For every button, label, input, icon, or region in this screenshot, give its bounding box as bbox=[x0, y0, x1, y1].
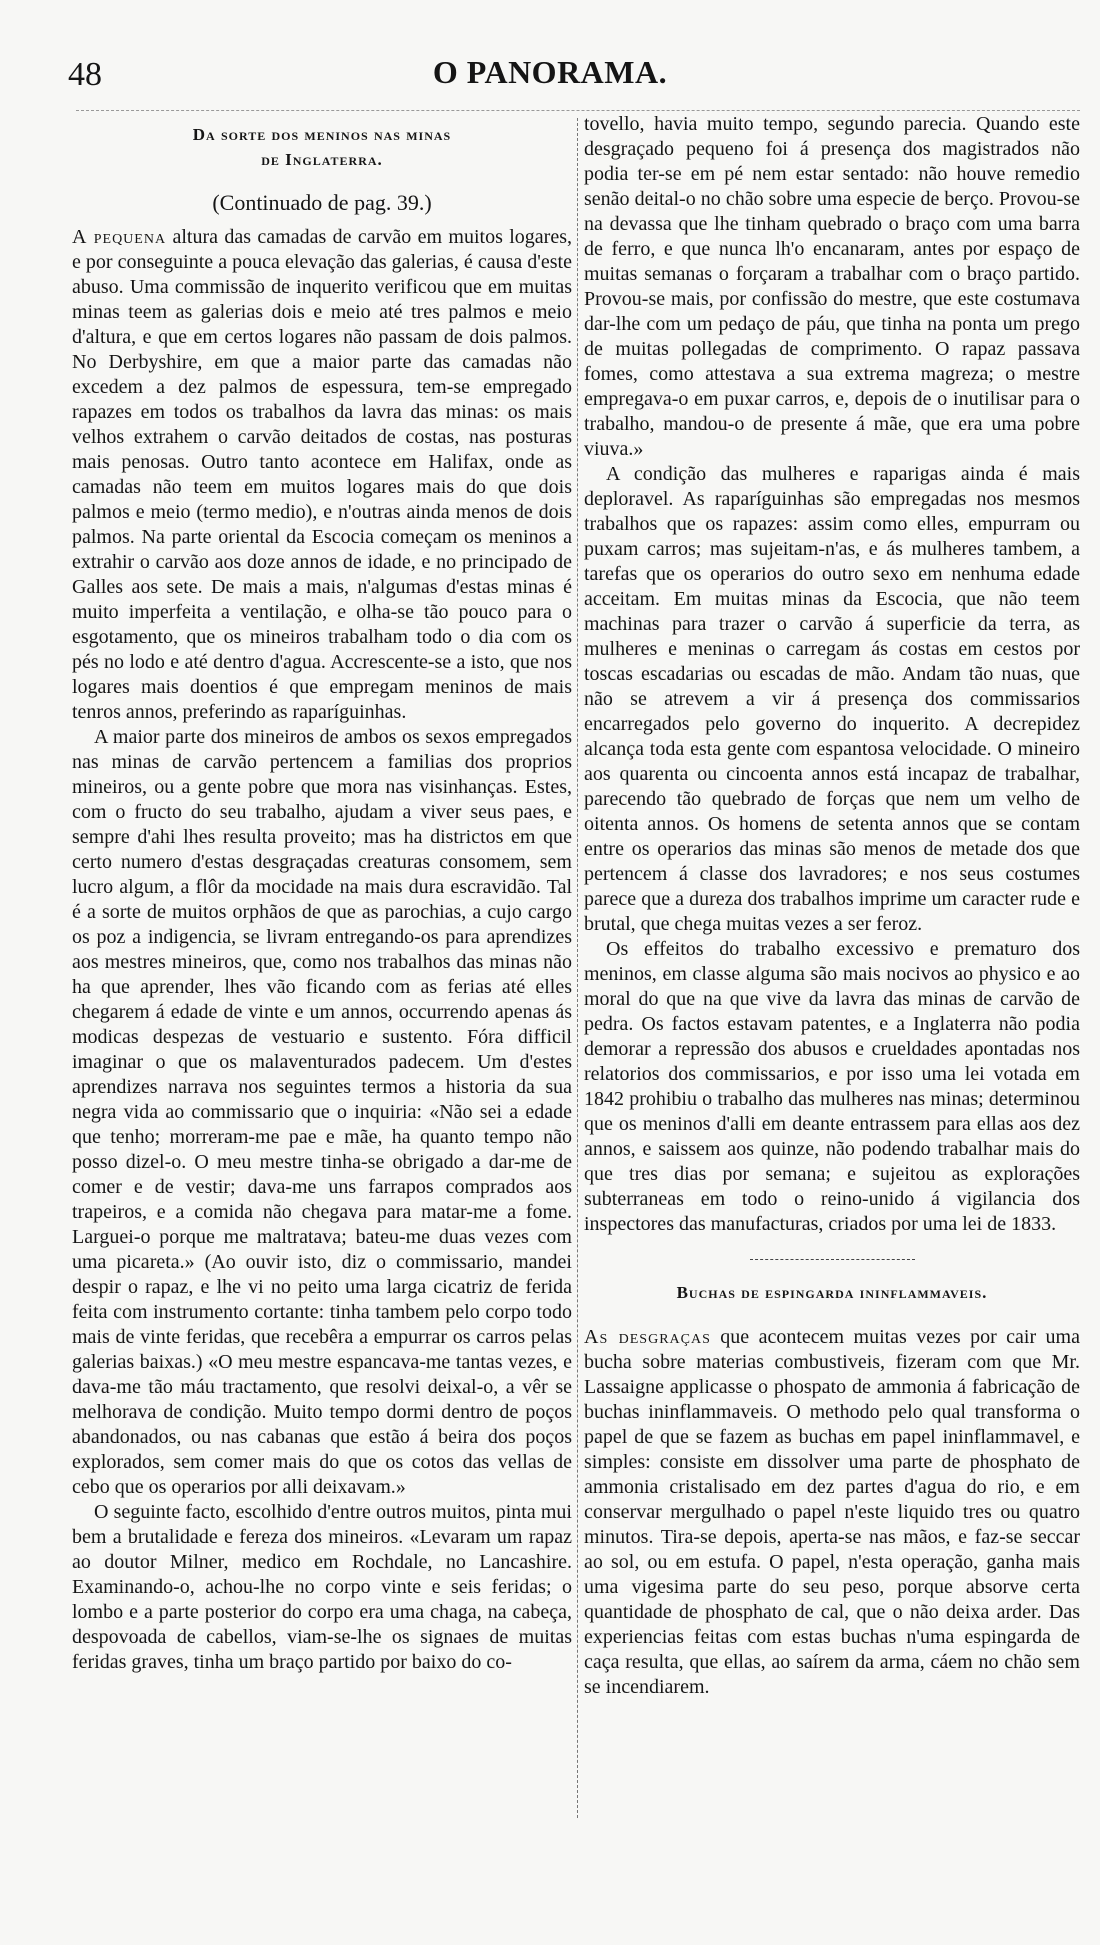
paragraph bbox=[72, 225, 572, 725]
paragraph-lead: A pequena bbox=[72, 226, 167, 248]
paragraph: A condição das mulheres e raparigas ainda é mais deploravel. As raparíguinhas são empregadas nos mesmos trabalhos que os rapazes: assim como elles, empurram ou puxam carros; mas sujeitam-n'as, e ás mulheres tambem, a tarefas que os operarios do outro sexo em nenhuma edade acceitam. Em muitas minas da Escocia, que não teem machinas para trazer o carvão á superficie da terra, as mulheres e meninas o carregam ás costas em cestos por toscas escadarias ou escadas de mão. Andam tão nuas, que não se atrevem a vir á presença dos commissarios encarregados pelo governo do inquerito. A decrepidez alcança toda esta gente com espantosa velocidade. O mineiro aos quarenta ou cincoenta annos está incapaz de trabalhar, parecendo tão quebrado de forças que nem um velho de oitenta annos. Os homens de setenta annos que se contam entre os operarios das minas são menos de metade dos que pertencem á classe dos lavradores; e nos seus costumes parece que a dureza dos trabalhos imprime um caracter rude e brutal, que chega muitas vezes a ser feroz. bbox=[584, 463, 1080, 935]
masthead-title: O PANORAMA. bbox=[432, 54, 668, 90]
article-title-line2: de Inglaterra. bbox=[261, 150, 383, 169]
page-number: 48 bbox=[68, 56, 102, 93]
right-column bbox=[584, 112, 1080, 1700]
paragraph-continued: tovello, havia muito tempo, segundo parecia. Quando este desgraçado pequeno foi á presença dos magistrados não podia ter-se em pé nem estar sentado: não houve remedio senão deital-o no chão sobre uma especie de berço. Provou-se na devassa que lhe tinham quebrado o braço com uma barra de ferro, e que nunca lh'o encanaram, antes por espaço de muitas semanas o forçaram a trabalhar com o braço partido. Provou-se mais, por confissão do mestre, que este costumava dar-lhe com um pedaço de páu, que tinha na ponta um prego de muitas pollegadas de comprimento. O rapaz passava fomes, como attestava a sua extrema magreza; o mestre empregava-o em puxar carros, e, depois de o inutilisar para o trabalho, mandou-o de presente á mãe, que era uma pobre viuva.» bbox=[584, 113, 1080, 460]
left-column bbox=[72, 122, 572, 1675]
column-divider bbox=[577, 118, 578, 1818]
paragraph-text: que acontecem muitas vezes por cair uma bucha sobre materias combustiveis, fizeram com que Mr. Lassaigne applicasse o phospato de ammonia á fabricação de buchas ininflammaveis. O methodo pelo qual transforma o papel de que se fazem as buchas em papel ininflammavel, e simples: consiste em dissolver uma parte de phosphato de ammonia cristalisado em dez partes d'agua do rio, e em conservar mergulhado o papel n'este liquido tres ou quatro minutos. Tira-se depois, aperta-se nas mãos, e faz-se seccar ao sol, ou em estufa. O papel, n'esta operação, ganha mais uma vigesima parte do seu peso, porque absorve certa quantidade de phosphato de cal, que o não deixa arder. Das experiencias feitas com estas buchas n'uma espingarda de caça resulta, que ellas, ao saírem da arma, cáem no chão sem se incendiarem. bbox=[584, 1326, 1080, 1698]
paragraph: A maior parte dos mineiros de ambos os sexos empregados nas minas de carvão pertencem a familias dos proprios mineiros, ou a gente pobre que mora nas visinhanças. Estes, com o fructo do seu trabalho, ajudam a viver seus paes, e sempre d'ahi lhes resulta proveito; mas ha districtos em que certo numero d'estas desgraçadas creaturas consomem, sem lucro algum, a flôr da mocidade na mais dura escravidão. Tal é a sorte de muitos orphãos de que as parochias, a cujo cargo os poz a indigencia, se livram entregando-os para aprendizes aos mestres mineiros, que, como nos trabalhos das minas não ha que aprender, lhes vão ficando com as ferias até elles chegarem á edade de vinte e um annos, occurrendo apenas ás modicas despezas de vestuario e sustento. Fóra difficil imaginar o que os malaventurados padecem. Um d'estes aprendizes narrava nos seguintes termos a historia da sua negra vida ao commissario que o inquiria: «Não sei a edade que tenho; morreram-me pae e mãe, ha quanto tempo não posso dizel-o. O meu mestre tinha-se obrigado a dar-me de comer e de vestir; dava-me uns farrapos comprados aos trapeiros, e a comida não chegava para matar-me a fome. Larguei-o porque me maltratava; bateu-me duas vezes com uma picareta.» (Ao ouvir isto, diz o commissario, mandei despir o rapaz, e lhe vi no peito uma larga cicatriz de ferida feita com instrumento cortante: tinha tambem pelo corpo todo mais de vinte feridas, que recebêra a empurrar os carros pelas galerias baixas.) «O meu mestre espancava-me tantas vezes, e dava-me tão máu tractamento, que resolvi deixal-o, a vêr se melhorava de condição. Muito tempo dormi dentro de poços abandonados, ou nas cabanas que estão á beira dos poços explorados, sem comer mais do que os cotos das vellas de cebo que os operarios por alli deixavam.» bbox=[72, 726, 572, 1498]
continuation-note: (Continuado de pag. 39.) bbox=[212, 190, 432, 215]
paragraph-text: altura das camadas de carvão em muitos logares, e por conseguinte a pouca elevação das galerias, é causa d'este abuso. Uma commissão de inquerito verificou que em muitas minas teem as galerias dois e meio até tres palmos e meio d'altura, e que em certos logares não passam de dois palmos. No Derbyshire, em que a maior parte das camadas não excedem a dez palmos de espessura, tem-se empregado rapazes em todos os trabalhos da lavra das minas: os mais velhos extrahem o carvão deitados de costas, nas posturas mais penosas. Outro tanto acontece em Halifax, onde as camadas não teem em muitos logares mais do que dois palmos e meio (termo medio), e n'outras ainda menos de dois palmos. Na parte oriental da Escocia começam os meninos a extrahir o carvão aos doze annos de idade, e no principado de Galles aos sete. De mais a mais, n'algumas d'estas minas é muito imperfeita a ventilação, e olha-se tão pouco para o esgotamento, que os mineiros trabalham todo o dia com os pés no lodo e até dentro d'agua. Accrescente-se a isto, que nos logares mais doentios é que empregam meninos de mais tenros annos, preferindo as raparíguinhas. bbox=[72, 226, 573, 723]
paragraph: Os effeitos do trabalho excessivo e prematuro dos meninos, em classe alguma são mais nocivos ao physico e ao moral do que na que vive da lavra das minas de carvão de pedra. Os factos estavam patentes, e a Inglaterra não podia demorar a repressão dos abusos e crueldades apontadas nos relatorios dos commissarios, e por isso uma lei votada em 1842 prohibiu o trabalho das mulheres nas minas; determinou que os meninos d'alli em deante entrassem para ellas aos dez annos, e saissem aos quinze, não podendo trabalhar mais do que tres dias por semana; e sujeitou as explorações subterraneas em todo o reino-unido á vigilancia dos inspectores das manufacturas, criados por uma lei de 1833. bbox=[584, 938, 1080, 1235]
section-separator bbox=[750, 1259, 915, 1260]
paragraph-lead: As desgraças bbox=[584, 1326, 711, 1348]
header-rule bbox=[76, 110, 1080, 111]
article-title: Buchas de espingarda ininflammaveis. bbox=[676, 1283, 988, 1302]
paragraph: O seguinte facto, escolhido d'entre outros muitos, pinta mui bem a brutalidade e fereza dos mineiros. «Levaram um rapaz ao doutor Milner, medico em Rochdale, no Lancashire. Examinando-o, achou-lhe no corpo vinte e seis feridas; o lombo e a parte posterior do corpo era uma chaga, na cabeça, despovoada de cabellos, viam-se-lhe os signaes de muitas feridas graves, tinha um braço partido por baixo do co- bbox=[72, 1501, 572, 1673]
paragraph bbox=[584, 1325, 1080, 1700]
article-title-line1: Da sorte dos meninos nas minas bbox=[192, 125, 452, 144]
